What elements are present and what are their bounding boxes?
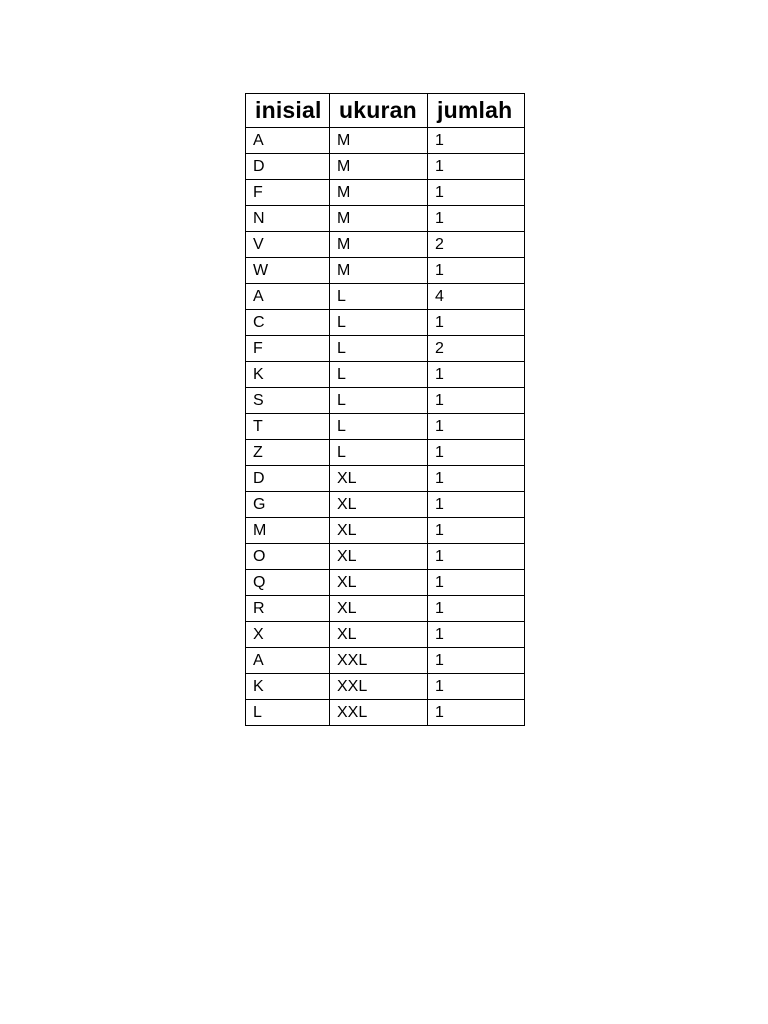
cell-ukuran: XXL — [330, 648, 428, 674]
cell-inisial: S — [246, 388, 330, 414]
cell-inisial: R — [246, 596, 330, 622]
cell-inisial: K — [246, 674, 330, 700]
cell-jumlah: 2 — [428, 336, 525, 362]
cell-ukuran: XL — [330, 466, 428, 492]
cell-inisial: Z — [246, 440, 330, 466]
cell-inisial: A — [246, 648, 330, 674]
table-row — [246, 258, 525, 284]
cell-jumlah: 2 — [428, 232, 525, 258]
cell-ukuran: XL — [330, 518, 428, 544]
cell-ukuran: L — [330, 336, 428, 362]
cell-ukuran: XXL — [330, 674, 428, 700]
header-jumlah: jumlah — [428, 94, 525, 128]
cell-jumlah: 1 — [428, 128, 525, 154]
table-row — [246, 336, 525, 362]
header-row — [246, 94, 525, 128]
table-row — [246, 518, 525, 544]
cell-jumlah: 1 — [428, 518, 525, 544]
cell-jumlah: 1 — [428, 258, 525, 284]
cell-inisial: A — [246, 284, 330, 310]
cell-inisial: K — [246, 362, 330, 388]
table-header — [246, 94, 525, 128]
cell-inisial: G — [246, 492, 330, 518]
table-row — [246, 154, 525, 180]
table-row — [246, 648, 525, 674]
cell-jumlah: 1 — [428, 414, 525, 440]
cell-jumlah: 1 — [428, 362, 525, 388]
table-row — [246, 206, 525, 232]
cell-jumlah: 1 — [428, 206, 525, 232]
cell-ukuran: L — [330, 440, 428, 466]
table-row — [246, 388, 525, 414]
cell-ukuran: L — [330, 414, 428, 440]
table-row — [246, 596, 525, 622]
cell-ukuran: M — [330, 206, 428, 232]
table-row — [246, 310, 525, 336]
cell-ukuran: XL — [330, 570, 428, 596]
table-row — [246, 570, 525, 596]
cell-ukuran: M — [330, 258, 428, 284]
cell-jumlah: 1 — [428, 674, 525, 700]
cell-ukuran: XXL — [330, 700, 428, 726]
cell-ukuran: XL — [330, 622, 428, 648]
table-row — [246, 466, 525, 492]
cell-ukuran: M — [330, 232, 428, 258]
cell-jumlah: 1 — [428, 492, 525, 518]
table-row — [246, 284, 525, 310]
cell-jumlah: 1 — [428, 440, 525, 466]
cell-inisial: L — [246, 700, 330, 726]
cell-ukuran: L — [330, 388, 428, 414]
cell-inisial: F — [246, 180, 330, 206]
cell-inisial: M — [246, 518, 330, 544]
table-row — [246, 232, 525, 258]
cell-inisial: D — [246, 466, 330, 492]
header-ukuran: ukuran — [330, 94, 428, 128]
cell-jumlah: 1 — [428, 622, 525, 648]
table-row — [246, 362, 525, 388]
size-table — [245, 93, 525, 726]
cell-jumlah: 1 — [428, 544, 525, 570]
table-row — [246, 440, 525, 466]
table-body — [246, 128, 525, 726]
cell-inisial: C — [246, 310, 330, 336]
cell-ukuran: L — [330, 362, 428, 388]
cell-ukuran: L — [330, 310, 428, 336]
cell-jumlah: 1 — [428, 154, 525, 180]
cell-ukuran: M — [330, 154, 428, 180]
cell-inisial: W — [246, 258, 330, 284]
cell-inisial: N — [246, 206, 330, 232]
table-row — [246, 492, 525, 518]
table-row — [246, 128, 525, 154]
cell-jumlah: 1 — [428, 596, 525, 622]
cell-ukuran: M — [330, 128, 428, 154]
cell-inisial: Q — [246, 570, 330, 596]
cell-jumlah: 1 — [428, 570, 525, 596]
header-inisial: inisial — [246, 94, 330, 128]
cell-jumlah: 1 — [428, 388, 525, 414]
cell-ukuran: XL — [330, 596, 428, 622]
table-row — [246, 674, 525, 700]
cell-jumlah: 1 — [428, 648, 525, 674]
table-row — [246, 414, 525, 440]
cell-inisial: D — [246, 154, 330, 180]
cell-inisial: F — [246, 336, 330, 362]
cell-jumlah: 1 — [428, 180, 525, 206]
table-row — [246, 700, 525, 726]
cell-jumlah: 1 — [428, 466, 525, 492]
table-row — [246, 544, 525, 570]
table-row — [246, 180, 525, 206]
cell-jumlah: 4 — [428, 284, 525, 310]
cell-ukuran: XL — [330, 492, 428, 518]
table-row — [246, 622, 525, 648]
cell-inisial: T — [246, 414, 330, 440]
cell-jumlah: 1 — [428, 310, 525, 336]
cell-ukuran: XL — [330, 544, 428, 570]
cell-inisial: X — [246, 622, 330, 648]
cell-inisial: A — [246, 128, 330, 154]
cell-ukuran: L — [330, 284, 428, 310]
cell-ukuran: M — [330, 180, 428, 206]
cell-jumlah: 1 — [428, 700, 525, 726]
cell-inisial: O — [246, 544, 330, 570]
cell-inisial: V — [246, 232, 330, 258]
